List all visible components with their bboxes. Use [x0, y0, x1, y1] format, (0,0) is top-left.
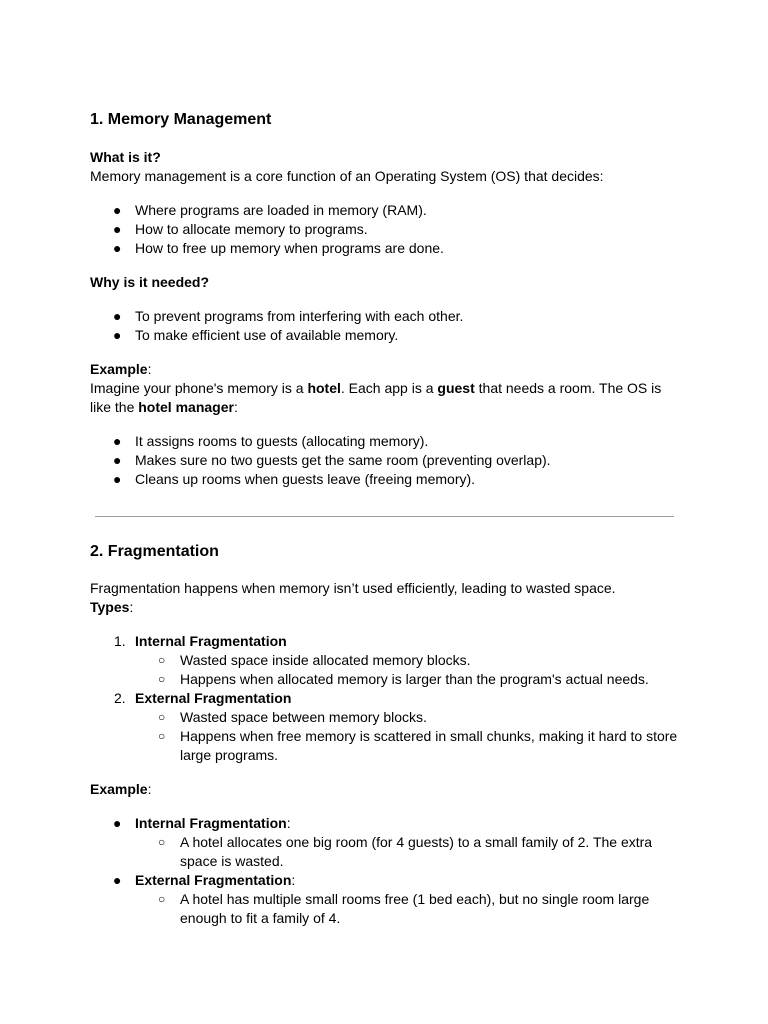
- circle-icon: ○: [158, 729, 166, 743]
- bullet-icon: ●: [113, 452, 122, 468]
- what-text: Memory management is a core function of an Operating System (OS) that decides:: [90, 168, 604, 184]
- bullet-icon: ●: [113, 202, 122, 218]
- circle-icon: ○: [158, 653, 166, 667]
- why-heading: Why is it needed?: [90, 274, 210, 290]
- list-item: ● Cleans up rooms when guests leave (freeing memory).: [113, 471, 476, 487]
- list-item: ● How to allocate memory to programs.: [113, 221, 368, 237]
- types-list: [90, 632, 690, 765]
- bullet-icon: ●: [113, 872, 122, 888]
- list-item: ● How to free up memory when programs are done.: [113, 240, 444, 256]
- list-item: ○ A hotel allocates one big room (for 4 guests) to a small family of 2. The extra space is wasted.: [158, 834, 653, 869]
- section-2-title: 2. Fragmentation: [90, 543, 219, 560]
- example-2-list: [90, 814, 690, 928]
- example-2-heading: Example:: [90, 781, 152, 797]
- section-1-title: 1. Memory Management: [90, 111, 272, 128]
- list-item: ○ Happens when allocated memory is larger than the program's actual needs.: [158, 671, 649, 687]
- circle-icon: ○: [158, 835, 166, 849]
- list-item: ● External Fragmentation:: [113, 872, 296, 888]
- circle-icon: ○: [158, 892, 166, 906]
- fragmentation-intro: Fragmentation happens when memory isn’t used efficiently, leading to wasted space.: [90, 580, 616, 596]
- example-text: Imagine your phone's memory is a hotel. Each app is a guest that needs a room. The OS is like the hotel manager:: [90, 380, 662, 415]
- circle-icon: ○: [158, 672, 166, 686]
- bullet-icon: ●: [113, 221, 122, 237]
- example-heading: Example:: [90, 361, 152, 377]
- what-heading: What is it?: [90, 149, 161, 165]
- list-item: ● To prevent programs from interfering with each other.: [113, 308, 464, 324]
- list-item: 1. Internal Fragmentation: [114, 633, 287, 649]
- bullet-icon: ●: [113, 308, 122, 324]
- list-item: ● Makes sure no two guests get the same room (preventing overlap).: [113, 452, 551, 468]
- bullet-icon: ●: [113, 471, 122, 487]
- circle-icon: ○: [158, 710, 166, 724]
- types-heading: Types:: [90, 599, 134, 615]
- horizontal-divider: [95, 516, 674, 517]
- example-list: [90, 432, 690, 489]
- list-item: ● To make efficient use of available memory.: [113, 327, 399, 343]
- list-item: ● It assigns rooms to guests (allocating memory).: [113, 433, 429, 449]
- bullet-icon: ●: [113, 433, 122, 449]
- list-item: ○ Happens when free memory is scattered in small chunks, making it hard to store large programs.: [158, 728, 678, 763]
- bullet-icon: ●: [113, 815, 122, 831]
- bullet-icon: ●: [113, 327, 122, 343]
- number-marker: 1.: [114, 633, 126, 649]
- bullet-icon: ●: [113, 240, 122, 256]
- list-item: ○ Wasted space inside allocated memory blocks.: [158, 652, 471, 668]
- list-item: ○ A hotel has multiple small rooms free (1 bed each), but no single room large enough to fit a family of 4.: [158, 891, 650, 926]
- number-marker: 2.: [114, 690, 126, 706]
- list-item: ○ Wasted space between memory blocks.: [158, 709, 427, 725]
- why-list: [90, 307, 690, 345]
- list-item: ● Where programs are loaded in memory (RAM).: [113, 202, 427, 218]
- list-item: 2. External Fragmentation: [114, 690, 292, 706]
- list-item: ● Internal Fragmentation:: [113, 815, 291, 831]
- what-list: [90, 201, 690, 258]
